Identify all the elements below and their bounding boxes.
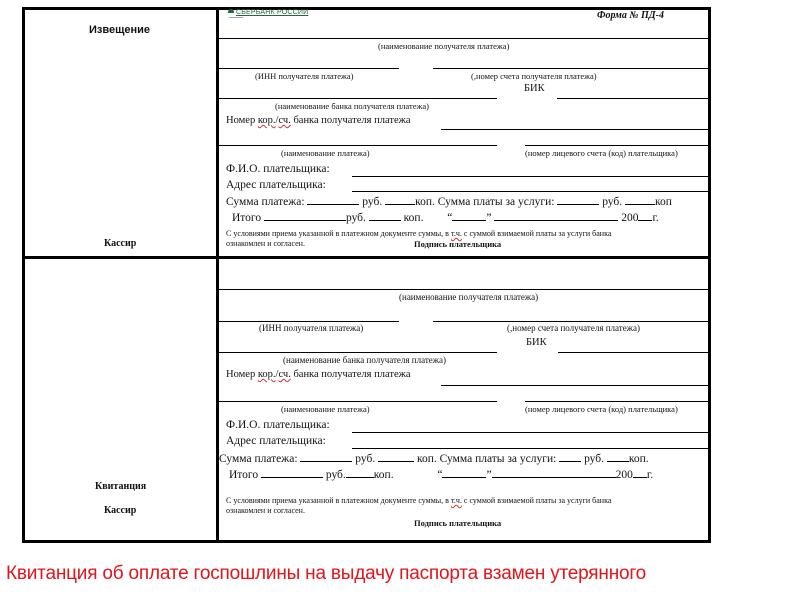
date-day-field[interactable] [442,467,486,478]
corr-account-label: Номер кор./сч. банка получателя платежа [226,369,411,380]
logo-subtext [229,17,243,18]
signature-label: Подпись плательщика [414,518,502,528]
payment-name-caption: (наименование платежа) [281,404,370,414]
signature-label: Подпись плательщика [414,239,502,249]
terms-text-line2: ознакомлен и согласен. [226,239,305,248]
inn-line[interactable] [219,321,399,322]
recipient-name-line [219,38,708,39]
bank-name-caption: (наименование банка получателя платежа) [275,101,429,111]
inn-caption: (ИНН получателя платежа) [255,71,354,81]
recipient-name-caption: (наименование получателя платежа) [399,292,539,302]
amount-row: Сумма платежа: руб. коп. Сумма платы за услуги: руб. коп [226,196,672,208]
account-caption: (,номер счета получателя платежа) [507,323,640,333]
payer-address-label: Адрес плательщика: [226,435,326,447]
bik-label: БИК [526,337,547,348]
payment-name-caption: (наименование платежа) [281,148,370,158]
service-rub-field[interactable] [557,194,599,205]
payer-address-line[interactable] [352,191,708,192]
payer-name-line[interactable] [352,176,708,177]
personal-account-line[interactable] [525,145,708,146]
date-year-field[interactable] [633,467,647,478]
date-day-field[interactable] [452,210,486,221]
personal-account-caption: (номер лицевого счета (код) плательщика) [525,404,678,414]
form-number: Форма № ПД-4 [597,10,664,21]
amount-row: Сумма платежа: руб. коп. Сумма платы за услуги: руб. коп. [219,453,649,465]
page-caption: Квитанция об оплате госпошлины на выдачу паспорта взамен утерянного [6,563,647,584]
amount-kop-field[interactable] [385,194,415,205]
service-kop-field[interactable] [607,451,629,462]
notice-cashier-label: Кассир [104,238,137,249]
payer-name-line[interactable] [352,432,708,433]
total-kop-field[interactable] [369,210,401,221]
receipt-title: Квитанция [95,481,147,492]
amount-rub-field[interactable] [307,194,359,205]
personal-account-line[interactable] [525,401,708,402]
account-caption: (,номер счета получателя платежа) [471,71,597,81]
amount-rub-field[interactable] [300,451,352,462]
total-row: Итого руб. коп. “ ” 200 г. [229,469,654,481]
total-row: Итого руб. коп. “ ” 200 г. [232,212,659,224]
date-year-field[interactable] [638,210,652,221]
corr-account-line[interactable] [441,129,708,130]
sberbank-logo: СБЕРБАНК РОССИИ [228,9,308,16]
bank-name-caption: (наименование банка получателя платежа) [283,355,446,365]
bank-name-line[interactable] [219,352,497,353]
corr-account-line[interactable] [441,385,708,386]
terms-text-line1: С условиями приема указанной в платежном документе суммы, в т.ч. с суммой взимаемой платы за услуги банка [226,496,612,505]
account-line[interactable] [433,321,708,322]
bik-label: БИК [524,83,545,94]
corr-account-label: Номер кор./сч. банка получателя платежа [226,115,411,126]
terms-text-line1: С условиями приема указанной в платежном документе суммы, в т.ч. с суммой взимаемой платы за услуги банка [226,229,612,238]
payer-address-line[interactable] [352,448,708,449]
terms-text-line2: ознакомлен и согласен. [226,506,305,515]
service-rub-field[interactable] [559,451,581,462]
account-line[interactable] [433,68,708,69]
payer-name-label: Ф.И.О. плательщика: [226,163,330,175]
payment-name-line[interactable] [219,145,497,146]
amount-kop-field[interactable] [378,451,414,462]
personal-account-caption: (номер лицевого счета (код) плательщика) [525,148,678,158]
bik-line[interactable] [557,98,708,99]
payer-address-label: Адрес плательщика: [226,179,326,191]
bank-name-line[interactable] [219,98,497,99]
total-kop-field[interactable] [346,467,374,478]
total-rub-field[interactable] [264,210,346,221]
sberbank-leaf-icon [228,9,234,13]
receipt-cashier-label: Кассир [104,505,137,516]
inn-line[interactable] [219,68,399,69]
total-rub-field[interactable] [261,467,323,478]
payment-name-line[interactable] [219,401,497,402]
date-month-field[interactable] [492,467,616,478]
notice-title: Извещение [89,24,151,36]
recipient-name-line[interactable] [219,289,708,290]
bik-line[interactable] [558,352,708,353]
section-divider [22,256,711,259]
inn-caption: (ИНН получателя платежа) [259,323,364,333]
service-kop-field[interactable] [625,194,655,205]
date-month-field[interactable] [494,210,618,221]
payer-name-label: Ф.И.О. плательщика: [226,419,330,431]
recipient-name-caption: (наименование получателя платежа) [378,41,510,51]
